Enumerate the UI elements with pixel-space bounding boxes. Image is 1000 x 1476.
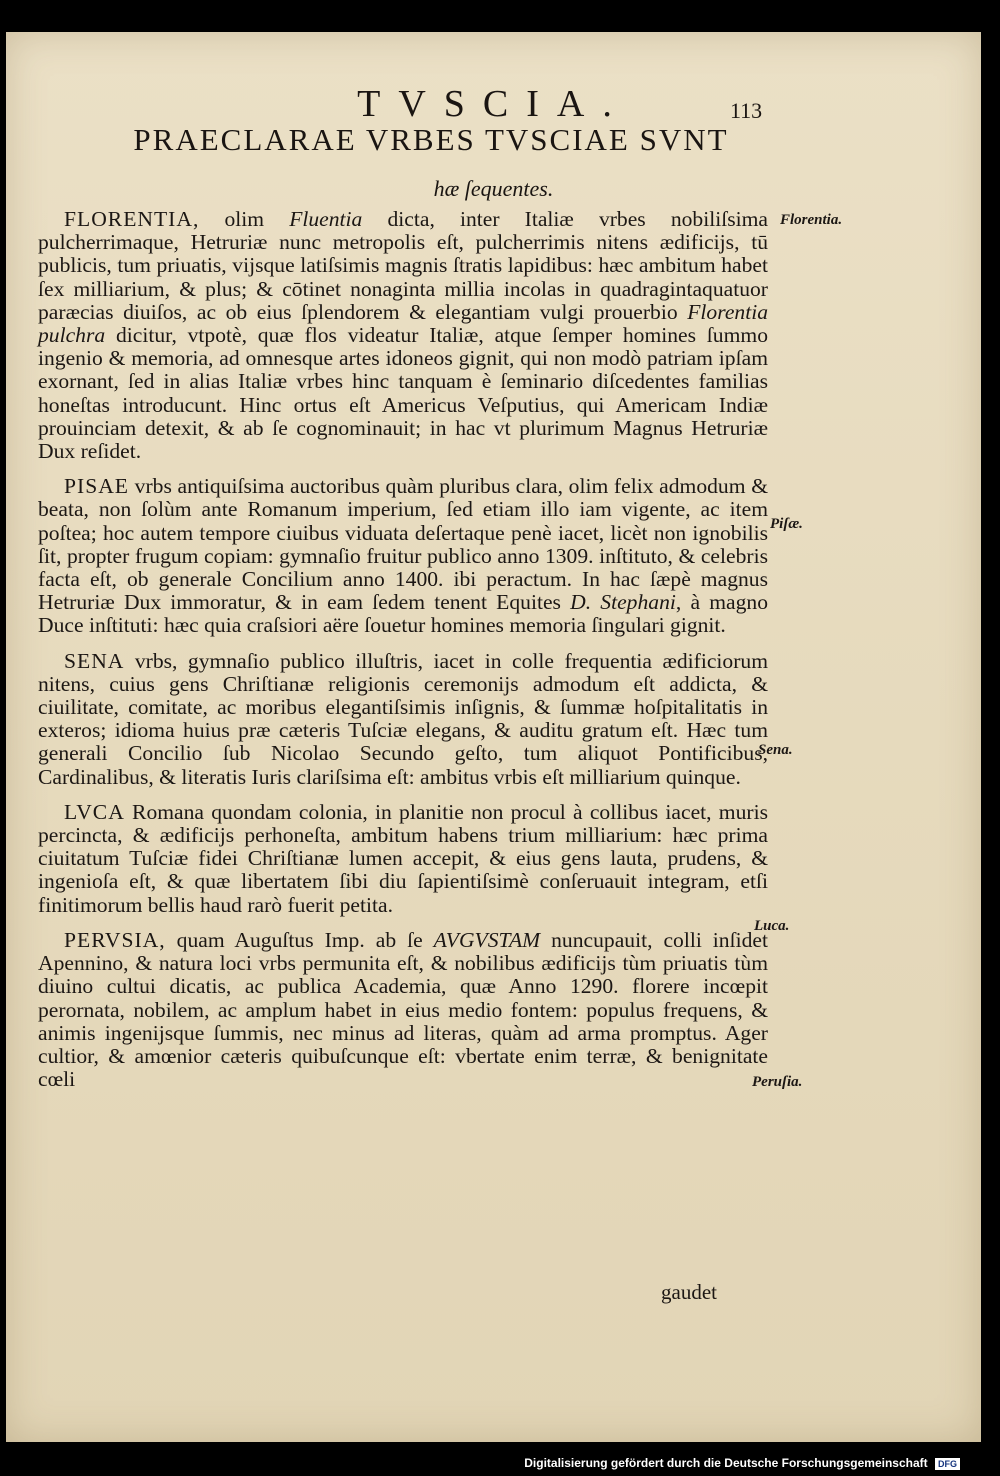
text-run: Romana quondam colonia, in planitie non procul à collibus iacet, muris percincta, & ædificijs perhoneſta, ambitum habens trium milliarium: hæc prima ciuitatum Tuſciæ fidei Chriſtianæ lumen accepit, & eius gens lauta, prudens, & ingenioſa eſt, & quæ libertatem ſibi diu ſapientiſsimè conſeruauit integram, etſi finitimorum bellis haud rarò fuerit petita.	[38, 799, 768, 917]
margin-note-pisae: Piſæ.	[770, 516, 803, 532]
catchword: gaudet	[661, 1280, 717, 1304]
running-title: TVSCIA.	[357, 83, 630, 125]
paragraph-pisae	[38, 475, 768, 637]
text-run: nuncupauit, colli inſidet Apennino, & natura loci vrbs permunita eſt, & nobilibus ædificijs tùm priuatis tùm diuino cultui dicatis, ac publica Academia, quæ Anno 1290. florere incœpit perornata, nobilem, ac amplum habet in eius medio fontem: populus frequens, & animis ingenijsque ſummis, nec minus ad literas, quàm ad arma promptus. Ager cultior, & amœnior cæteris quibuſcunque eſt: vbertate enim terræ, & benignitate cœli	[38, 927, 768, 1092]
credit-text: Digitalisierung gefördert durch die Deutsche Forschungsgemeinschaft	[524, 1456, 928, 1470]
italic-run: AVGVSTAM	[433, 927, 541, 952]
paragraph-luca	[38, 801, 768, 917]
paragraph-sena	[38, 650, 768, 789]
text-run: vrbs, gymnaſio publico illuſtris, iacet in colle frequentia ædificiorum nitens, cuius gens Chriſtianæ religionis ceremonijs admodum eſt addicta, & ciuilitate, comitate, ac moribus elegantiſsimis inſignis, & ſummæ hoſpitalitatis in exteros; idioma huius præ cæteris Tuſciæ elegans, & auditu gratum eſt. Hæc tum generali Concilio ſub Nicolao Secundo geſto, tum aliquot Pontificibus, Cardinalibus, & literatis Iuris clariſsima eſt: ambitus vrbis eſt milliarium quinque.	[38, 648, 768, 789]
margin-note-perusia: Peruſia.	[752, 1074, 803, 1090]
paragraph-perusia	[38, 929, 768, 1091]
book-page	[6, 32, 981, 1442]
italic-run: D. Stephani	[570, 590, 676, 615]
margin-note-sena: Sena.	[758, 742, 793, 758]
city-name: FLORENTIA,	[64, 207, 200, 231]
text-run: vrbs antiquiſsima auctoribus quàm pluribus clara, olim felix admodum & beata, non ſolùm ante Romanum imperium, ſed etiam illo iam vigente, ac item poſtea; hoc autem tempore ciuibus viduata deſertaque penè iacet, licèt non ignobilis ſit, propter frugum copiam: gymnaſio fruitur publico anno 1309. inſtituto, & celebris facta eſt, ob generale Concilium anno 1400. ibi peractum. In hac ſæpè magnus Hetruriæ Dux immoratur, & in eam ſedem tenent Equites	[38, 474, 768, 615]
section-subheading: hæ ſequentes.	[433, 176, 554, 201]
text-run: , à magno Duce inſtituti: hæc quia craſsiori aëre ſouetur homines memoria ſingulari gignit.	[38, 590, 768, 638]
digitization-credit	[524, 1456, 960, 1470]
text-run: olim	[199, 207, 290, 231]
italic-run: Florentia pulchra	[38, 299, 768, 348]
city-name: PISAE	[64, 474, 129, 499]
page-number: 113	[730, 98, 763, 123]
city-name: SENA	[64, 648, 125, 673]
section-heading: PRAECLARAE VRBES TVSCIAE SVNT	[133, 122, 729, 157]
city-name: PERVSIA,	[64, 927, 166, 952]
margin-note-florentia: Florentia.	[780, 212, 843, 228]
paragraph-florentia	[38, 208, 768, 463]
italic-run: Fluentia	[289, 207, 363, 231]
text-run: quam Auguſtus Imp. ab ſe	[165, 927, 434, 952]
text-run: dicta, inter Italiæ vrbes nobiliſsima pulcherrimaque, Hetruriæ nunc metropolis eſt, pulcherrimis nitens ædificijs, tū publicis, tum priuatis, vijsque latiſsimis magnis ſtratis lapidibus: hæc ambitum habet ſex milliarium, & plus; & cōtinet nonaginta millia incolas in quadragintaquatuor paræcias diuiſos, ac ob eius ſplendorem & elegantiam vulgi prouerbio	[38, 207, 768, 324]
dfg-logo: DFG	[935, 1458, 960, 1470]
city-name: LVCA	[64, 799, 125, 824]
margin-note-luca: Luca.	[754, 918, 790, 934]
text-run: dicitur, vtpotè, quæ flos videatur Italiæ, atque ſemper homines ſummo ingenio & memoria, ad omnesque artes idoneos gignit, qui non modò patriam ipſam exornant, ſed in alias Italiæ vrbes hinc tanquam è ſeminario diſcedentes familias honeſtas introducunt. Hinc ortus eſt Americus Veſputius, qui Americam Indiæ prouinciam detexit, & ab ſe cognominauit; in hac vt plurimum Magnus Hetruriæ Dux reſidet.	[38, 323, 768, 464]
text-body	[38, 208, 768, 1103]
